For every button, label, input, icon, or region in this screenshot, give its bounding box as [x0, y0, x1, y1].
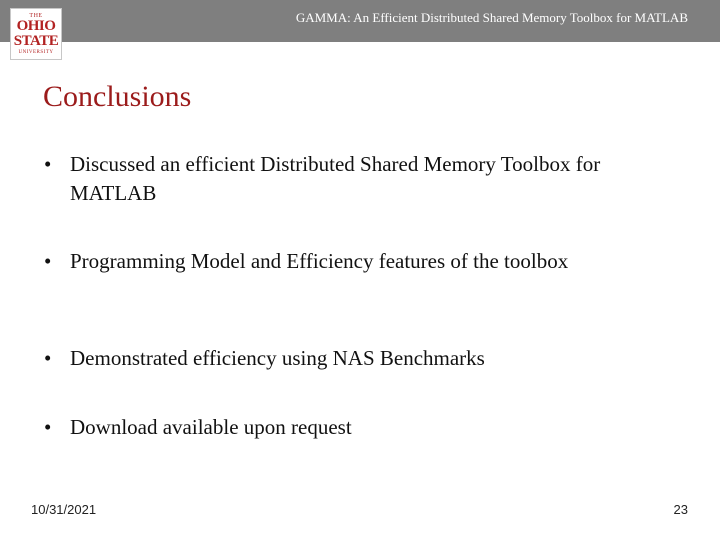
logo-bottom-text: UNIVERSITY: [18, 50, 54, 55]
footer-date: 10/31/2021: [31, 502, 97, 517]
logo-main-text-state: STATE: [13, 33, 59, 49]
slide-number: 23: [673, 502, 688, 517]
logo-top-text: THE: [29, 13, 43, 19]
slide-title: Conclusions: [43, 80, 192, 113]
bullet-item-1: • Discussed an efficient Distributed Shared Memory Toolbox for MATLAB: [70, 150, 630, 208]
logo-main-text-ohio: OHIO: [16, 18, 56, 34]
bullet-item-3: • Demonstrated efficiency using NAS Benchmarks: [70, 344, 630, 373]
presentation-title: GAMMA: An Efficient Distributed Shared Memory Toolbox for MATLAB: [295, 10, 688, 25]
bullet-item-2: • Programming Model and Efficiency features of the toolbox: [70, 247, 630, 276]
header-bar: [0, 0, 720, 42]
ohio-state-logo: [10, 8, 62, 60]
bullet-item-4: • Download available upon request: [70, 413, 630, 442]
